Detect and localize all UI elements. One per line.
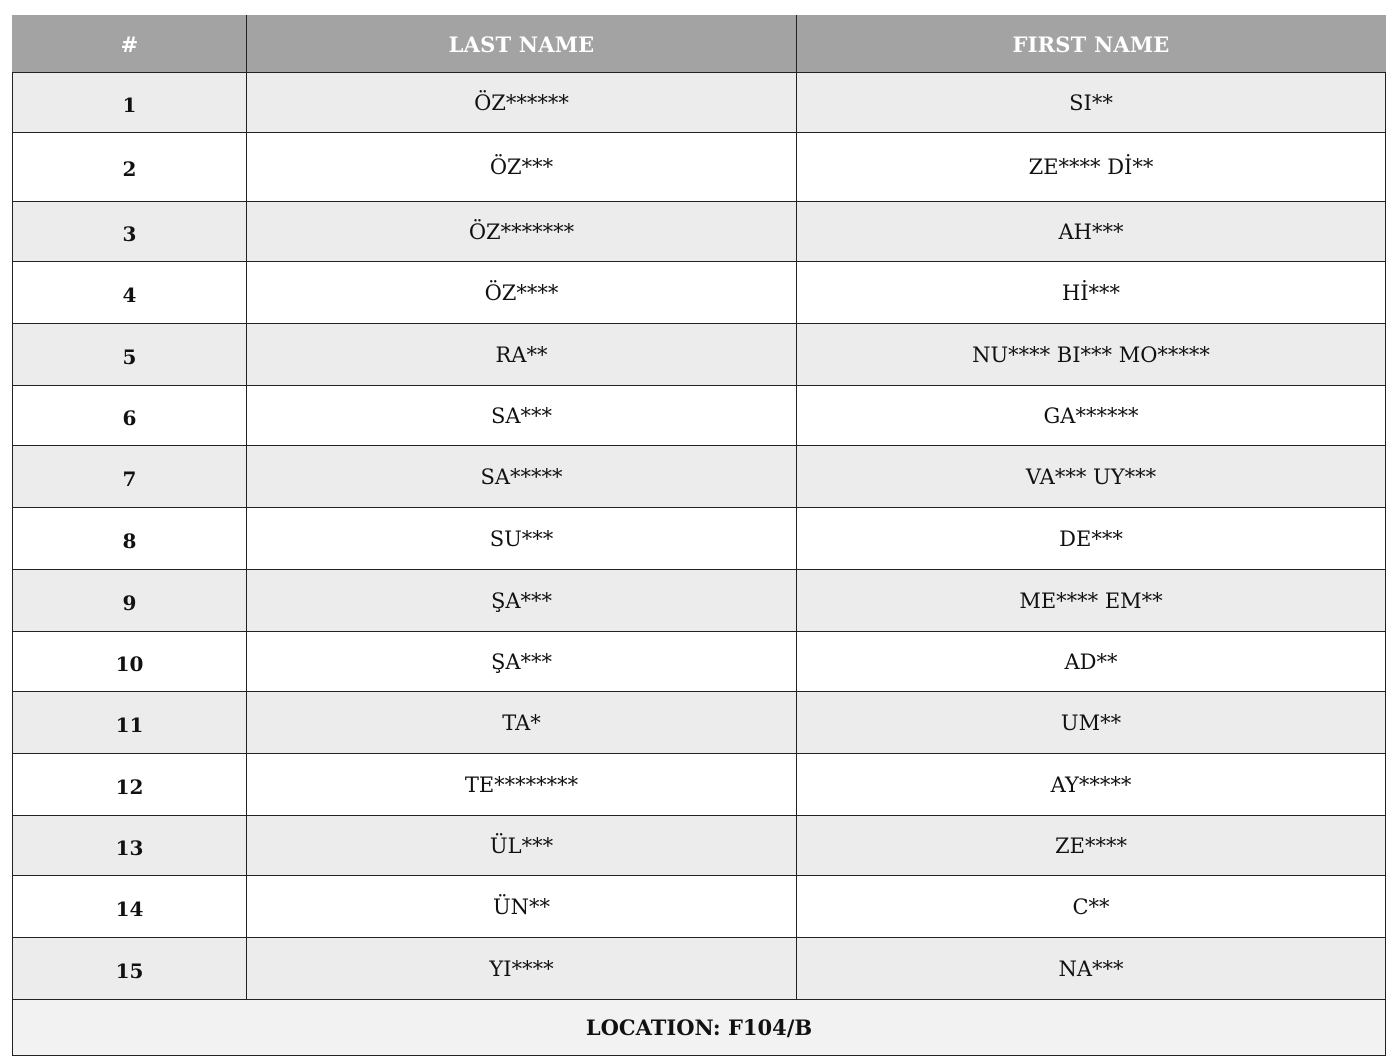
- first-name-cell: AH***: [797, 202, 1386, 262]
- table-row: [13, 73, 1386, 133]
- column-header-first-name: FIRST NAME: [797, 16, 1386, 73]
- first-name-cell: ZE****: [797, 816, 1386, 876]
- table-row: [13, 386, 1386, 446]
- table-row: [13, 324, 1386, 386]
- row-number: 8: [13, 508, 247, 570]
- row-number: 4: [13, 262, 247, 324]
- table-body: [13, 73, 1386, 1000]
- student-list-table: [12, 15, 1386, 1056]
- last-name-cell: ŞA***: [247, 570, 797, 632]
- last-name-cell: ÖZ******: [247, 73, 797, 133]
- first-name-cell: ME**** EM**: [797, 570, 1386, 632]
- last-name-cell: TE********: [247, 754, 797, 816]
- location-label: LOCATION: F104/B: [13, 1000, 1386, 1056]
- row-number: 6: [13, 386, 247, 446]
- row-number: 13: [13, 816, 247, 876]
- first-name-cell: SI**: [797, 73, 1386, 133]
- table-row: [13, 446, 1386, 508]
- row-number: 10: [13, 632, 247, 692]
- last-name-cell: ÜN**: [247, 876, 797, 938]
- last-name-cell: SA*****: [247, 446, 797, 508]
- table-row: [13, 938, 1386, 1000]
- row-number: 11: [13, 692, 247, 754]
- header-row: [13, 16, 1386, 73]
- table-row: [13, 508, 1386, 570]
- table-row: [13, 876, 1386, 938]
- table-row: [13, 816, 1386, 876]
- last-name-cell: ŞA***: [247, 632, 797, 692]
- last-name-cell: ÖZ****: [247, 262, 797, 324]
- first-name-cell: C**: [797, 876, 1386, 938]
- last-name-cell: ÖZ*******: [247, 202, 797, 262]
- row-number: 12: [13, 754, 247, 816]
- first-name-cell: ZE**** Dİ**: [797, 133, 1386, 202]
- first-name-cell: AD**: [797, 632, 1386, 692]
- last-name-cell: SA***: [247, 386, 797, 446]
- table-row: [13, 754, 1386, 816]
- row-number: 15: [13, 938, 247, 1000]
- last-name-cell: RA**: [247, 324, 797, 386]
- table-header: [13, 16, 1386, 73]
- row-number: 1: [13, 73, 247, 133]
- column-header-last-name: LAST NAME: [247, 16, 797, 73]
- row-number: 3: [13, 202, 247, 262]
- first-name-cell: VA*** UY***: [797, 446, 1386, 508]
- first-name-cell: AY*****: [797, 754, 1386, 816]
- last-name-cell: ÜL***: [247, 816, 797, 876]
- row-number: 2: [13, 133, 247, 202]
- table-row: [13, 133, 1386, 202]
- first-name-cell: NU**** BI*** MO*****: [797, 324, 1386, 386]
- last-name-cell: YI****: [247, 938, 797, 1000]
- row-number: 5: [13, 324, 247, 386]
- table-row: [13, 570, 1386, 632]
- table-row: [13, 262, 1386, 324]
- first-name-cell: DE***: [797, 508, 1386, 570]
- table-row: [13, 632, 1386, 692]
- row-number: 7: [13, 446, 247, 508]
- column-header-number: #: [13, 16, 247, 73]
- last-name-cell: TA*: [247, 692, 797, 754]
- first-name-cell: GA******: [797, 386, 1386, 446]
- row-number: 14: [13, 876, 247, 938]
- first-name-cell: NA***: [797, 938, 1386, 1000]
- first-name-cell: Hİ***: [797, 262, 1386, 324]
- last-name-cell: SU***: [247, 508, 797, 570]
- row-number: 9: [13, 570, 247, 632]
- first-name-cell: UM**: [797, 692, 1386, 754]
- table-row: [13, 202, 1386, 262]
- last-name-cell: ÖZ***: [247, 133, 797, 202]
- footer-row: [13, 1000, 1386, 1056]
- table-row: [13, 692, 1386, 754]
- table-footer: [13, 1000, 1386, 1056]
